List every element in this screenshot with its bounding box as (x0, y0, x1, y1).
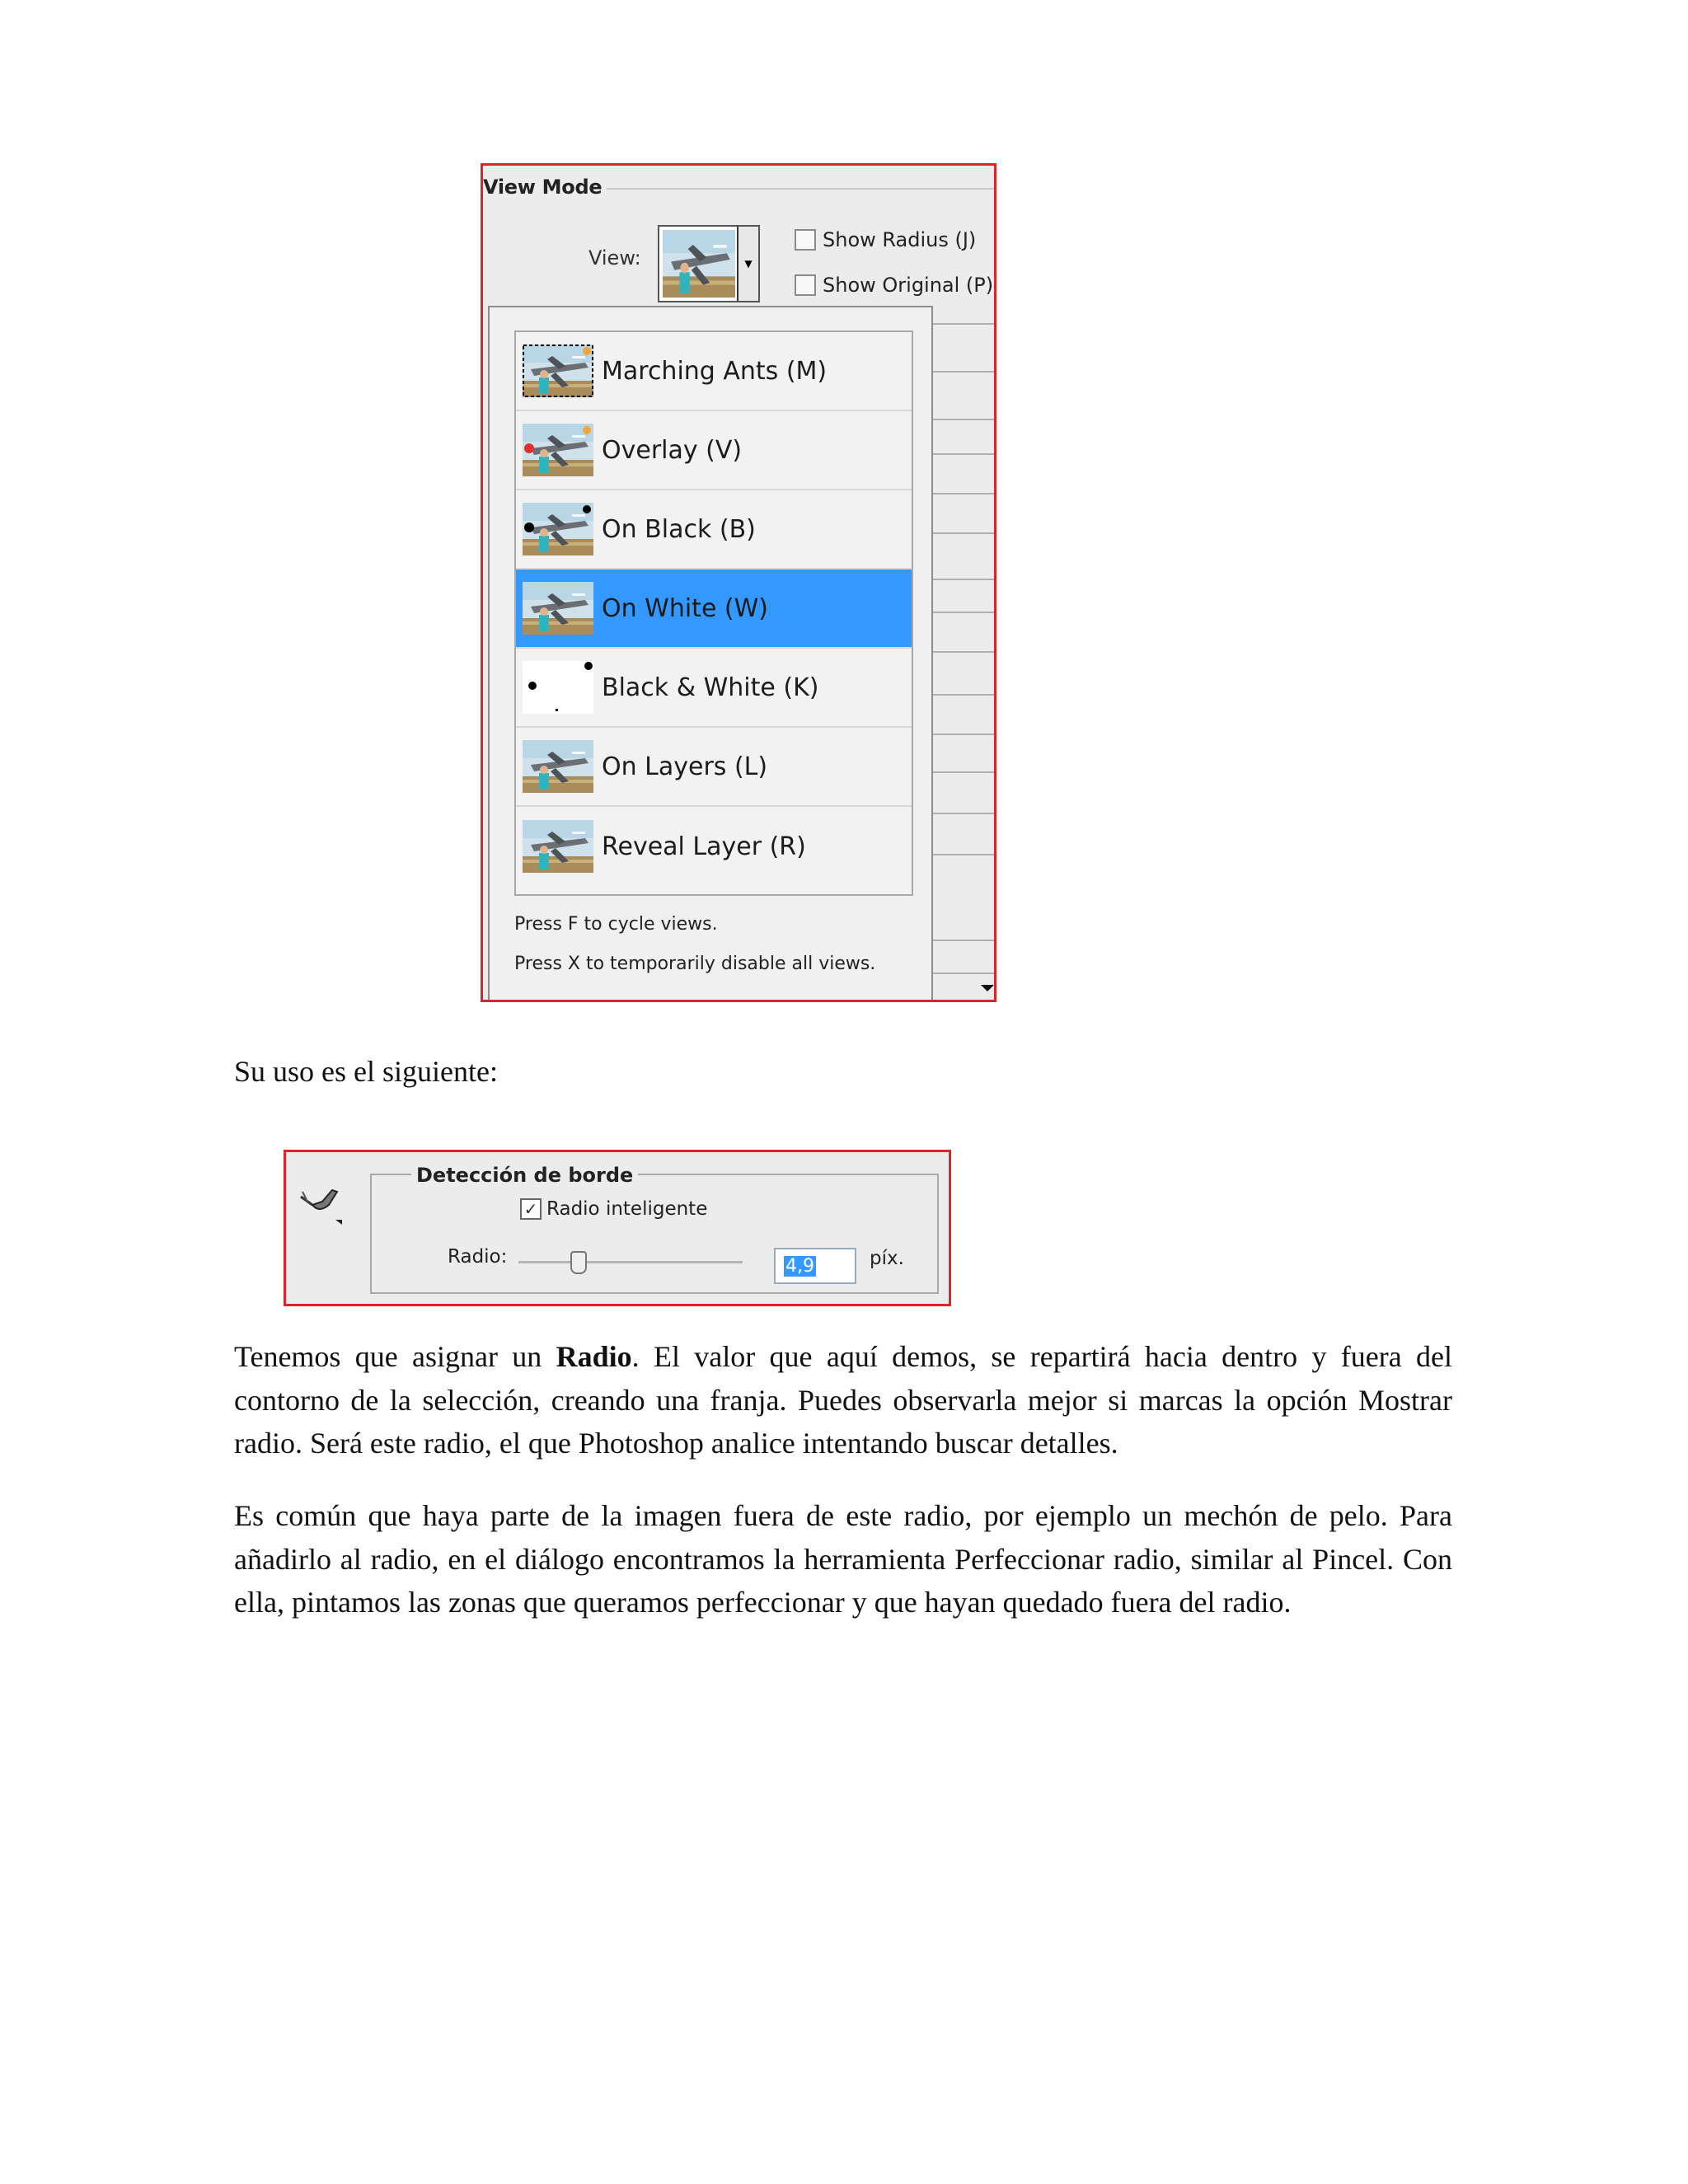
radius-unit: píx. (870, 1248, 904, 1269)
smart-radius-checkbox[interactable]: ✓ (520, 1198, 542, 1220)
radius-value: 4,9 (785, 1255, 814, 1277)
radius-input[interactable] (774, 1248, 856, 1284)
radius-label: Radio: (448, 1246, 508, 1268)
on-layers-thumbnail (523, 740, 593, 793)
view-mode-title: View Mode (483, 176, 607, 199)
overlay-thumbnail (523, 424, 593, 476)
smart-radius-label: Radio inteligente (546, 1198, 708, 1220)
on-white-thumbnail (523, 582, 593, 635)
show-original-option[interactable] (795, 274, 993, 297)
menu-item-label: On Black (B) (602, 514, 756, 544)
view-label: View: (588, 246, 641, 269)
menu-item-marching-ants[interactable] (516, 332, 912, 411)
view-mode-list (514, 330, 913, 896)
view-thumbnail (663, 230, 735, 298)
menu-item-on-layers[interactable] (516, 728, 912, 807)
hint-disable-views: Press X to temporarily disable all views. (514, 954, 876, 974)
background-panel-fields (928, 322, 996, 1002)
caption-text: Su uso es el siguiente: (234, 1055, 498, 1088)
marching-ants-thumbnail (523, 344, 593, 397)
chevron-down-icon[interactable]: ▼ (737, 227, 758, 301)
show-original-checkbox[interactable] (795, 274, 816, 296)
show-radius-checkbox[interactable] (795, 229, 816, 251)
refine-radius-brush-icon[interactable] (296, 1180, 345, 1228)
hint-cycle-views: Press F to cycle views. (514, 914, 718, 935)
menu-item-label: Black & White (K) (602, 673, 819, 702)
view-mode-screenshot (481, 163, 996, 1002)
paragraph-radius (234, 1335, 1452, 1465)
radius-slider-track[interactable] (518, 1261, 743, 1263)
view-dropdown-menu (488, 306, 933, 1002)
edge-detection-screenshot (284, 1150, 951, 1306)
menu-item-overlay[interactable] (516, 411, 912, 490)
radius-slider-handle[interactable] (570, 1251, 587, 1274)
show-radius-label: Show Radius (J) (823, 228, 977, 251)
edge-detection-group (370, 1164, 939, 1294)
view-picker[interactable] (658, 225, 760, 302)
show-radius-option[interactable] (795, 228, 976, 251)
paragraph-radius-bold: Radio (556, 1340, 632, 1373)
paragraph-radius-rest: . El valor que aquí demos, se repartirá hacia dentro y fuera del contorno de la selección, creando una franja. Puedes observarla mejor si marcas la opción Mostrar radio. Será este radio, el que Photoshop analice intentando buscar detalles. (234, 1340, 1452, 1460)
menu-item-label: Reveal Layer (R) (602, 832, 806, 861)
menu-item-black-white[interactable] (516, 649, 912, 728)
paragraph-radius-start: Tenemos que asignar un (234, 1340, 556, 1373)
edge-detection-title: Detección de borde (411, 1164, 638, 1187)
menu-item-label: Overlay (V) (602, 435, 743, 465)
menu-item-label: Marching Ants (M) (602, 356, 828, 386)
menu-item-label: On Layers (L) (602, 752, 768, 781)
smart-radius-option[interactable] (520, 1198, 707, 1220)
menu-item-on-black[interactable] (516, 490, 912, 569)
show-original-label: Show Original (P) (823, 274, 994, 297)
paragraph-refine-tool: Es común que haya parte de la imagen fuera de este radio, por ejemplo un mechón de pelo. Para añadirlo al radio, en el diálogo encontramos la herramienta Perfeccionar radio, similar al Pincel. Con ella, pintamos las zonas que queramos perfeccionar y que hayan quedado fuera del radio. (234, 1499, 1452, 1619)
reveal-layer-thumbnail (523, 820, 593, 873)
menu-item-reveal-layer[interactable] (516, 807, 912, 886)
on-black-thumbnail (523, 503, 593, 555)
menu-item-label: On White (W) (602, 593, 769, 623)
black-white-thumbnail (523, 661, 593, 714)
menu-item-on-white[interactable] (516, 569, 912, 649)
